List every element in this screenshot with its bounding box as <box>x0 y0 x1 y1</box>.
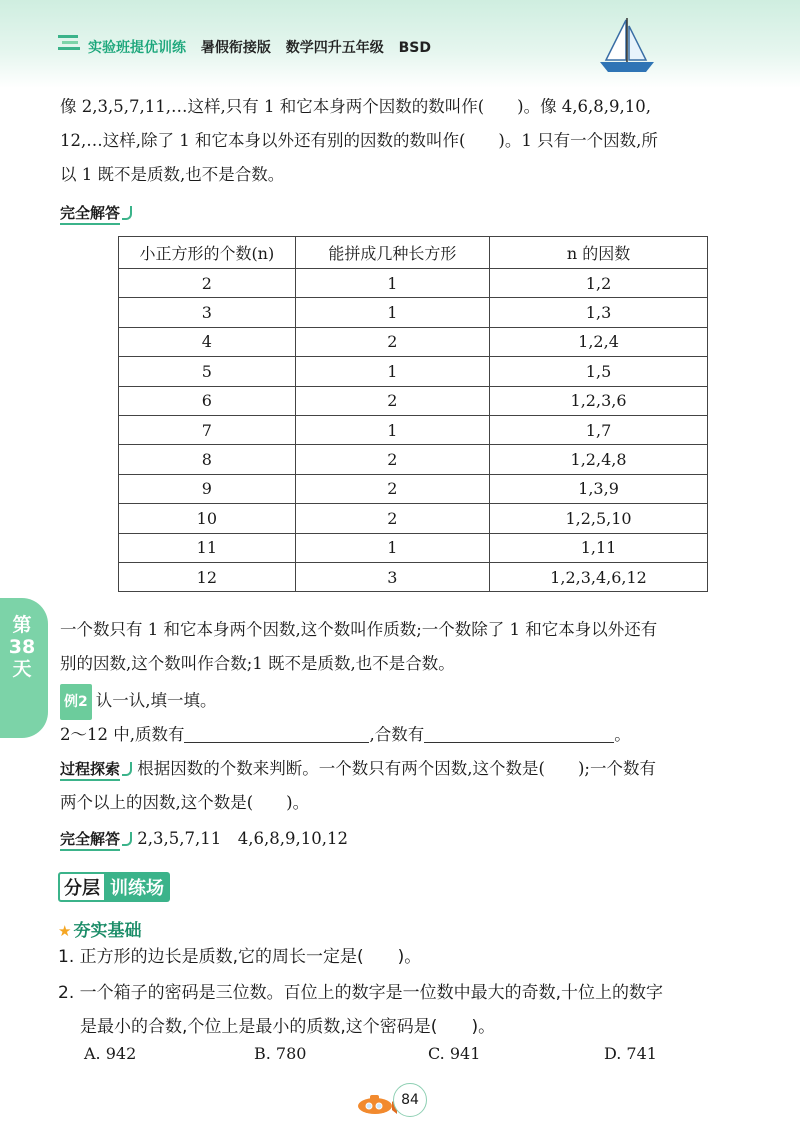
composites-blank[interactable] <box>424 724 614 743</box>
table-cell: 11 <box>119 533 296 562</box>
table-cell: 1,3,9 <box>490 474 708 503</box>
label-curl-icon <box>122 206 132 220</box>
table-cell: 2 <box>119 269 296 298</box>
section-part-1: 分层 <box>58 872 106 902</box>
process-text-2: 两个以上的因数,这个数是( )。 <box>60 793 310 812</box>
question-2-line-1: 2. 一个箱子的密码是三位数。百位上的数字是一位数中最大的奇数,十位上的数字 <box>58 983 664 1003</box>
table-cell: 1,2,4,8 <box>490 445 708 474</box>
process-label: 过程探索 <box>60 760 120 781</box>
header-edition: BSD <box>398 40 431 56</box>
side-tab-line-3: 天 <box>12 658 32 680</box>
header-subject: 数学四升五年级 <box>285 40 384 56</box>
conclusion-line-1: 一个数只有 1 和它本身两个因数,这个数叫作质数;一个数除了 1 和它本身以外还有 <box>60 620 658 639</box>
table-cell: 2 <box>295 327 489 356</box>
label-curl-icon <box>122 762 132 776</box>
table-cell: 2 <box>295 445 489 474</box>
choice-c[interactable]: C. 941 <box>428 1044 481 1063</box>
day-side-tab <box>0 598 48 738</box>
intro-line-1: 像 2,3,5,7,11,…这样,只有 1 和它本身两个因数的数叫作( )。像 4,6,8,9,10, <box>60 97 652 116</box>
prompt-composites: ,合数有 <box>369 725 425 744</box>
factor-table <box>118 236 708 592</box>
conclusion-line-2: 别的因数,这个数叫作合数;1 既不是质数,也不是合数。 <box>60 654 455 673</box>
table-header-row <box>119 237 708 269</box>
section-part-2: 训练场 <box>104 872 170 902</box>
table-cell: 6 <box>119 386 296 415</box>
table-cell: 1,2,3,6 <box>490 386 708 415</box>
table-cell: 3 <box>295 562 489 591</box>
table-row <box>119 562 708 591</box>
prompt-end: 。 <box>614 725 631 744</box>
table-cell: 8 <box>119 445 296 474</box>
intro-paragraph <box>60 90 780 192</box>
section-header <box>58 872 170 900</box>
choice-d[interactable]: D. 741 <box>604 1044 657 1063</box>
table-header-cell: n 的因数 <box>490 237 708 269</box>
table-row <box>119 327 708 356</box>
table-cell: 4 <box>119 327 296 356</box>
submarine-icon <box>355 1090 397 1116</box>
table-cell: 12 <box>119 562 296 591</box>
table-cell: 1,7 <box>490 415 708 444</box>
table-cell: 1,2,5,10 <box>490 504 708 533</box>
answer-label: 完全解答 <box>60 204 120 225</box>
table-cell: 1,2,3,4,6,12 <box>490 562 708 591</box>
answer-heading <box>60 196 780 230</box>
table-header-cell: 能拼成几种长方形 <box>295 237 489 269</box>
table-row <box>119 533 708 562</box>
example2-badge: 例2 <box>60 684 92 720</box>
example2-title-line <box>60 684 780 720</box>
conclusion-paragraph <box>60 613 780 681</box>
example2-answer-text: 2,3,5,7,11 4,6,8,9,10,12 <box>137 829 348 848</box>
subsection-text: 夯实基础 <box>73 921 142 941</box>
example2-answer-label: 完全解答 <box>60 830 120 851</box>
header-brand: 实验班提优训练 <box>88 40 186 56</box>
table-cell: 1,2 <box>490 269 708 298</box>
table-cell: 1,3 <box>490 298 708 327</box>
table-cell: 1,2,4 <box>490 327 708 356</box>
table-cell: 10 <box>119 504 296 533</box>
table-cell: 1 <box>295 415 489 444</box>
table-cell: 2 <box>295 386 489 415</box>
table-row <box>119 298 708 327</box>
example2-answer <box>60 822 780 856</box>
example2-title: 认一认,填一填。 <box>95 691 217 710</box>
table-header-cell: 小正方形的个数(n) <box>119 237 296 269</box>
table-cell: 1,5 <box>490 357 708 386</box>
question-1: 1. 正方形的边长是质数,它的周长一定是( )。 <box>58 947 422 967</box>
choice-a[interactable]: A. 942 <box>84 1044 137 1063</box>
primes-blank[interactable] <box>184 724 369 743</box>
book-logo-icon <box>58 33 80 51</box>
example2-prompt <box>60 718 780 752</box>
table-cell: 1 <box>295 357 489 386</box>
process-text: 根据因数的个数来判断。一个数只有两个因数,这个数是( );一个数有 <box>137 759 656 778</box>
table-row <box>119 269 708 298</box>
table-row <box>119 415 708 444</box>
side-tab-line-2: 38 <box>8 636 36 658</box>
table-row <box>119 445 708 474</box>
table-cell: 7 <box>119 415 296 444</box>
table-cell: 1 <box>295 533 489 562</box>
page-number: 84 <box>393 1083 427 1117</box>
table-row <box>119 357 708 386</box>
intro-line-2: 12,…这样,除了 1 和它本身以外还有别的因数的数叫作( )。1 只有一个因数,所 <box>60 131 658 150</box>
header-series: 暑假衔接版 <box>200 40 271 56</box>
question-2 <box>58 976 778 1044</box>
sailboat-icon <box>596 16 658 74</box>
choice-b[interactable]: B. 780 <box>254 1044 307 1063</box>
table-row <box>119 504 708 533</box>
star-icon: ★ <box>58 922 72 940</box>
question-2-line-2: 是最小的合数,个位上是最小的质数,这个密码是( )。 <box>80 1017 496 1037</box>
table-cell: 5 <box>119 357 296 386</box>
table-cell: 1 <box>295 269 489 298</box>
table-cell: 2 <box>295 504 489 533</box>
table-cell: 1 <box>295 298 489 327</box>
table-cell: 3 <box>119 298 296 327</box>
page-header <box>0 0 800 88</box>
header-text <box>88 37 441 57</box>
side-tab-line-1: 第 <box>12 614 32 636</box>
intro-line-3: 以 1 既不是质数,也不是合数。 <box>60 165 285 184</box>
table-row <box>119 474 708 503</box>
label-curl-icon <box>122 832 132 846</box>
process-paragraph <box>60 752 780 820</box>
table-row <box>119 386 708 415</box>
prompt-primes: 2～12 中,质数有 <box>60 725 185 744</box>
subsection-title <box>58 916 141 941</box>
table-cell: 2 <box>295 474 489 503</box>
table-cell: 1,11 <box>490 533 708 562</box>
table-cell: 9 <box>119 474 296 503</box>
